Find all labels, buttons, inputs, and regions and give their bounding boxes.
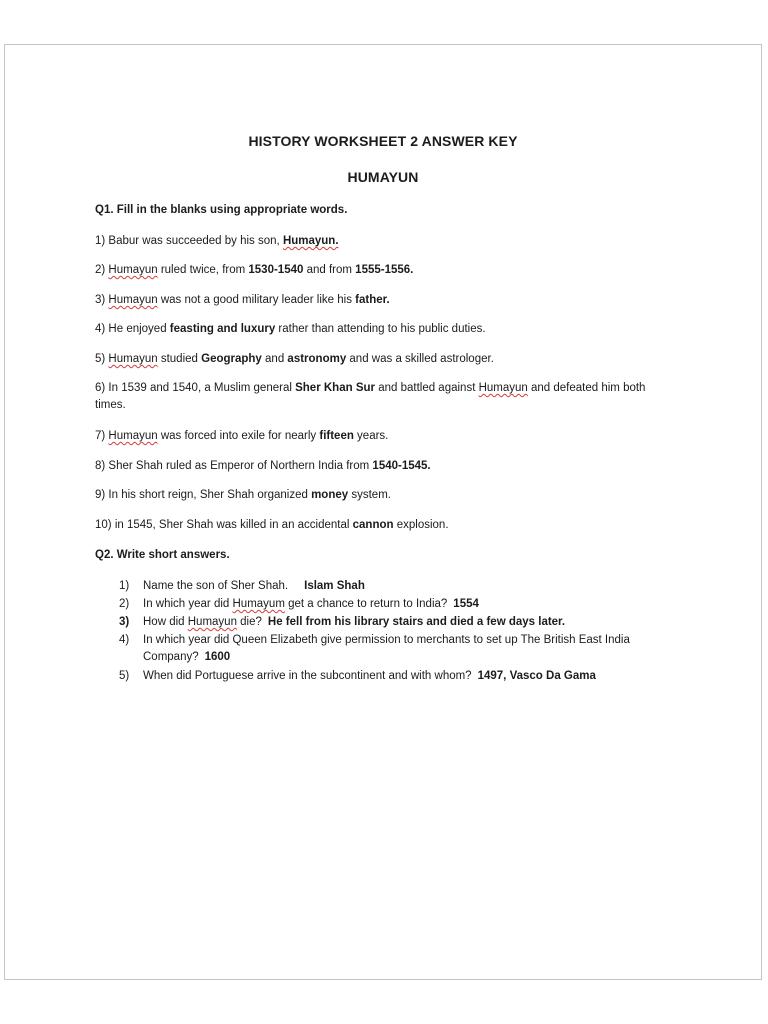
q1-item-8-text: 8) Sher Shah ruled as Emperor of Northern India from <box>95 460 373 472</box>
q1-item-5-text: 5) <box>95 353 109 365</box>
q1-item-5-answer-2: astronomy <box>287 353 347 365</box>
q2-item-2-question-2: get a chance to return to India? <box>284 598 448 610</box>
page-title: HISTORY WORKSHEET 2 ANSWER KEY <box>248 133 518 149</box>
q1-item-3 <box>95 292 390 309</box>
q1-item-5-answer-1: Geography <box>201 353 262 365</box>
q2-item-1-number: 1) <box>119 580 130 592</box>
q2-item-2 <box>143 596 479 613</box>
q1-item-1-answer: Humayun. <box>282 235 339 247</box>
q1-item-7-text-2: was forced into exile for nearly <box>157 430 320 442</box>
q1-item-2 <box>95 262 413 279</box>
q1-item-10 <box>95 517 449 534</box>
q1-item-6-text: 6) In 1539 and 1540, a Muslim general <box>95 382 296 394</box>
q2-item-5 <box>143 668 596 685</box>
q1-item-3-name: Humayun <box>108 294 158 306</box>
q2-item-2-question: In which year did <box>143 598 233 610</box>
q1-item-7 <box>95 428 388 445</box>
q1-item-5-text-2: studied <box>157 353 202 365</box>
q1-item-4-answer: feasting and luxury <box>169 323 276 335</box>
q2-item-5-answer: 1497, Vasco Da Gama <box>477 670 596 682</box>
q1-item-2-text-3: and from <box>303 264 356 276</box>
q2-item-3-name: Humayun <box>187 616 237 628</box>
q1-item-2-text: 2) <box>95 264 109 276</box>
q2-item-3-answer: He fell from his library stairs and died a few days later. <box>267 616 566 628</box>
q1-item-6-name: Humayun <box>478 382 528 394</box>
q2-item-2-answer: 1554 <box>453 598 479 610</box>
q1-item-10-answer: cannon <box>352 519 394 531</box>
q1-item-8-answer: 1540-1545. <box>372 460 431 472</box>
q2-item-1-answer: Islam Shah <box>304 580 365 592</box>
q1-item-4-text: 4) He enjoyed <box>95 323 170 335</box>
q2-item-1 <box>143 578 365 595</box>
q1-item-2-text-2: ruled twice, from <box>157 264 249 276</box>
q2-item-5-question: When did Portuguese arrive in the subcontinent and with whom? <box>143 670 472 682</box>
page-subtitle: HUMAYUN <box>347 169 419 185</box>
q1-item-1 <box>95 233 339 250</box>
q2-item-4-number: 4) <box>119 634 130 646</box>
q2-item-3-number: 3) <box>119 616 130 628</box>
q1-item-5 <box>95 351 494 368</box>
q2-item-2-number: 2) <box>119 598 130 610</box>
q1-item-2-answer-1: 1530-1540 <box>248 264 304 276</box>
q2-item-3-question-2: die? <box>236 616 262 628</box>
q1-item-6-text-2: and battled against <box>375 382 479 394</box>
q1-item-3-text-2: was not a good military leader like his <box>157 294 356 306</box>
q1-item-6-text-3: and defeated him both times. <box>95 382 646 411</box>
q1-item-9 <box>95 487 391 504</box>
q1-item-9-text: 9) In his short reign, Sher Shah organized <box>95 489 312 501</box>
q1-item-9-text-2: system. <box>348 489 391 501</box>
q2-item-3-question: How did <box>143 616 188 628</box>
q1-item-8 <box>95 458 431 475</box>
q2-item-4-question: In which year did Queen Elizabeth give permission to merchants to set up The British East India Company? <box>143 634 630 663</box>
q1-item-7-answer: fifteen <box>319 430 354 442</box>
q1-item-3-answer: father. <box>355 294 390 306</box>
q1-item-10-text: 10) in 1545, Sher Shah was killed in an accidental <box>95 519 353 531</box>
q1-item-4-text-2: rather than attending to his public duties. <box>275 323 486 335</box>
q1-item-10-text-2: explosion. <box>393 519 449 531</box>
q1-item-7-name: Humayun <box>108 430 158 442</box>
q1-item-9-answer: money <box>311 489 349 501</box>
q1-item-7-text: 7) <box>95 430 109 442</box>
q1-item-3-text: 3) <box>95 294 109 306</box>
q1-item-1-text: 1) Babur was succeeded by his son, <box>95 235 283 247</box>
q2-item-5-number: 5) <box>119 670 130 682</box>
q1-heading: Q1. Fill in the blanks using appropriate words. <box>95 204 348 216</box>
q2-item-4 <box>143 632 683 666</box>
q1-item-5-text-3: and <box>261 353 288 365</box>
q2-heading: Q2. Write short answers. <box>95 549 230 561</box>
q1-item-2-answer-2: 1555-1556. <box>355 264 414 276</box>
q2-item-3 <box>143 614 565 631</box>
q1-item-2-name: Humayun <box>108 264 158 276</box>
q2-item-2-name: Humayum <box>232 598 285 610</box>
worksheet-page <box>4 44 762 980</box>
q2-item-1-question: Name the son of Sher Shah. <box>143 580 289 592</box>
q1-item-6-answer: Sher Khan Sur <box>295 382 375 394</box>
q2-item-4-answer: 1600 <box>204 651 231 663</box>
q1-item-7-text-3: years. <box>353 430 389 442</box>
q1-item-4 <box>95 321 486 338</box>
q1-item-5-text-4: and was a skilled astrologer. <box>346 353 494 365</box>
q1-item-6 <box>95 380 675 414</box>
q1-item-5-name: Humayun <box>108 353 158 365</box>
